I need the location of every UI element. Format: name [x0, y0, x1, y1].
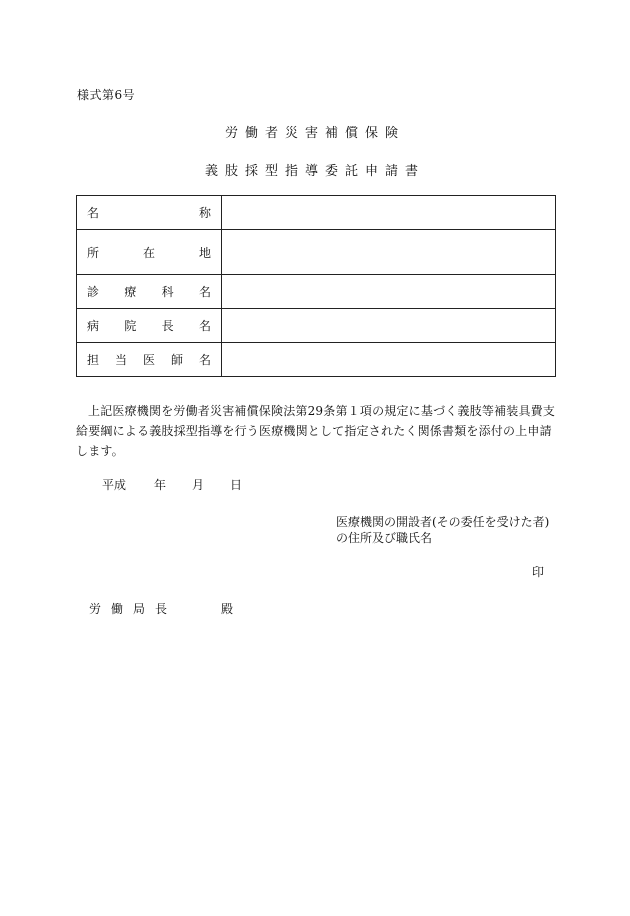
- applicant-line-1: 医療機関の開設者(その委任を受けた者): [336, 515, 550, 529]
- row-value-field[interactable]: [222, 309, 556, 343]
- row-label: 診 療 科 名: [87, 285, 211, 299]
- addressee-honorific: 殿: [221, 602, 234, 616]
- applicant-line-2: の住所及び職氏名: [336, 531, 433, 545]
- addressee-office: 労働局長: [89, 602, 178, 616]
- seal-mark: 印: [532, 565, 545, 579]
- table-row: [77, 343, 556, 377]
- table-row: [77, 196, 556, 230]
- document-title: 労働者災害補償保険: [224, 126, 405, 141]
- row-label-cell: [77, 309, 222, 343]
- row-label: 担 当 医 師 名: [87, 353, 211, 367]
- row-label-cell: [77, 196, 222, 230]
- application-statement: 上記医療機関を労働者災害補償保険法第29条第１項の規定に基づく義肢等補装具費支給要綱による義肢採型指導を行う医療機関として指定されたく関係書類を添付の上申請します。: [76, 404, 556, 458]
- row-label: 所 在 地: [87, 245, 211, 260]
- addressee-line: [89, 600, 233, 617]
- row-value-field[interactable]: [222, 230, 556, 275]
- document-subtitle: 義肢採型指導委託申請書: [204, 164, 425, 179]
- row-label-cell: [77, 343, 222, 377]
- row-label-cell: [77, 275, 222, 309]
- row-value-field[interactable]: [222, 275, 556, 309]
- table-row: [77, 309, 556, 343]
- row-label: 名 称: [87, 206, 211, 220]
- date-era: 平成: [102, 478, 127, 492]
- date-line: [102, 476, 242, 493]
- row-value-field[interactable]: [222, 196, 556, 230]
- applicant-info-table: [76, 195, 556, 377]
- applicant-block: [336, 514, 549, 546]
- row-label: 病 院 長 名: [87, 319, 211, 333]
- table-row: [77, 230, 556, 275]
- row-value-field[interactable]: [222, 343, 556, 377]
- form-number: 様式第6号: [77, 88, 136, 102]
- table-row: [77, 275, 556, 309]
- row-label-cell: [77, 230, 222, 275]
- date-day: 日: [230, 478, 243, 492]
- date-year: 年: [154, 478, 167, 492]
- date-month: 月: [192, 478, 205, 492]
